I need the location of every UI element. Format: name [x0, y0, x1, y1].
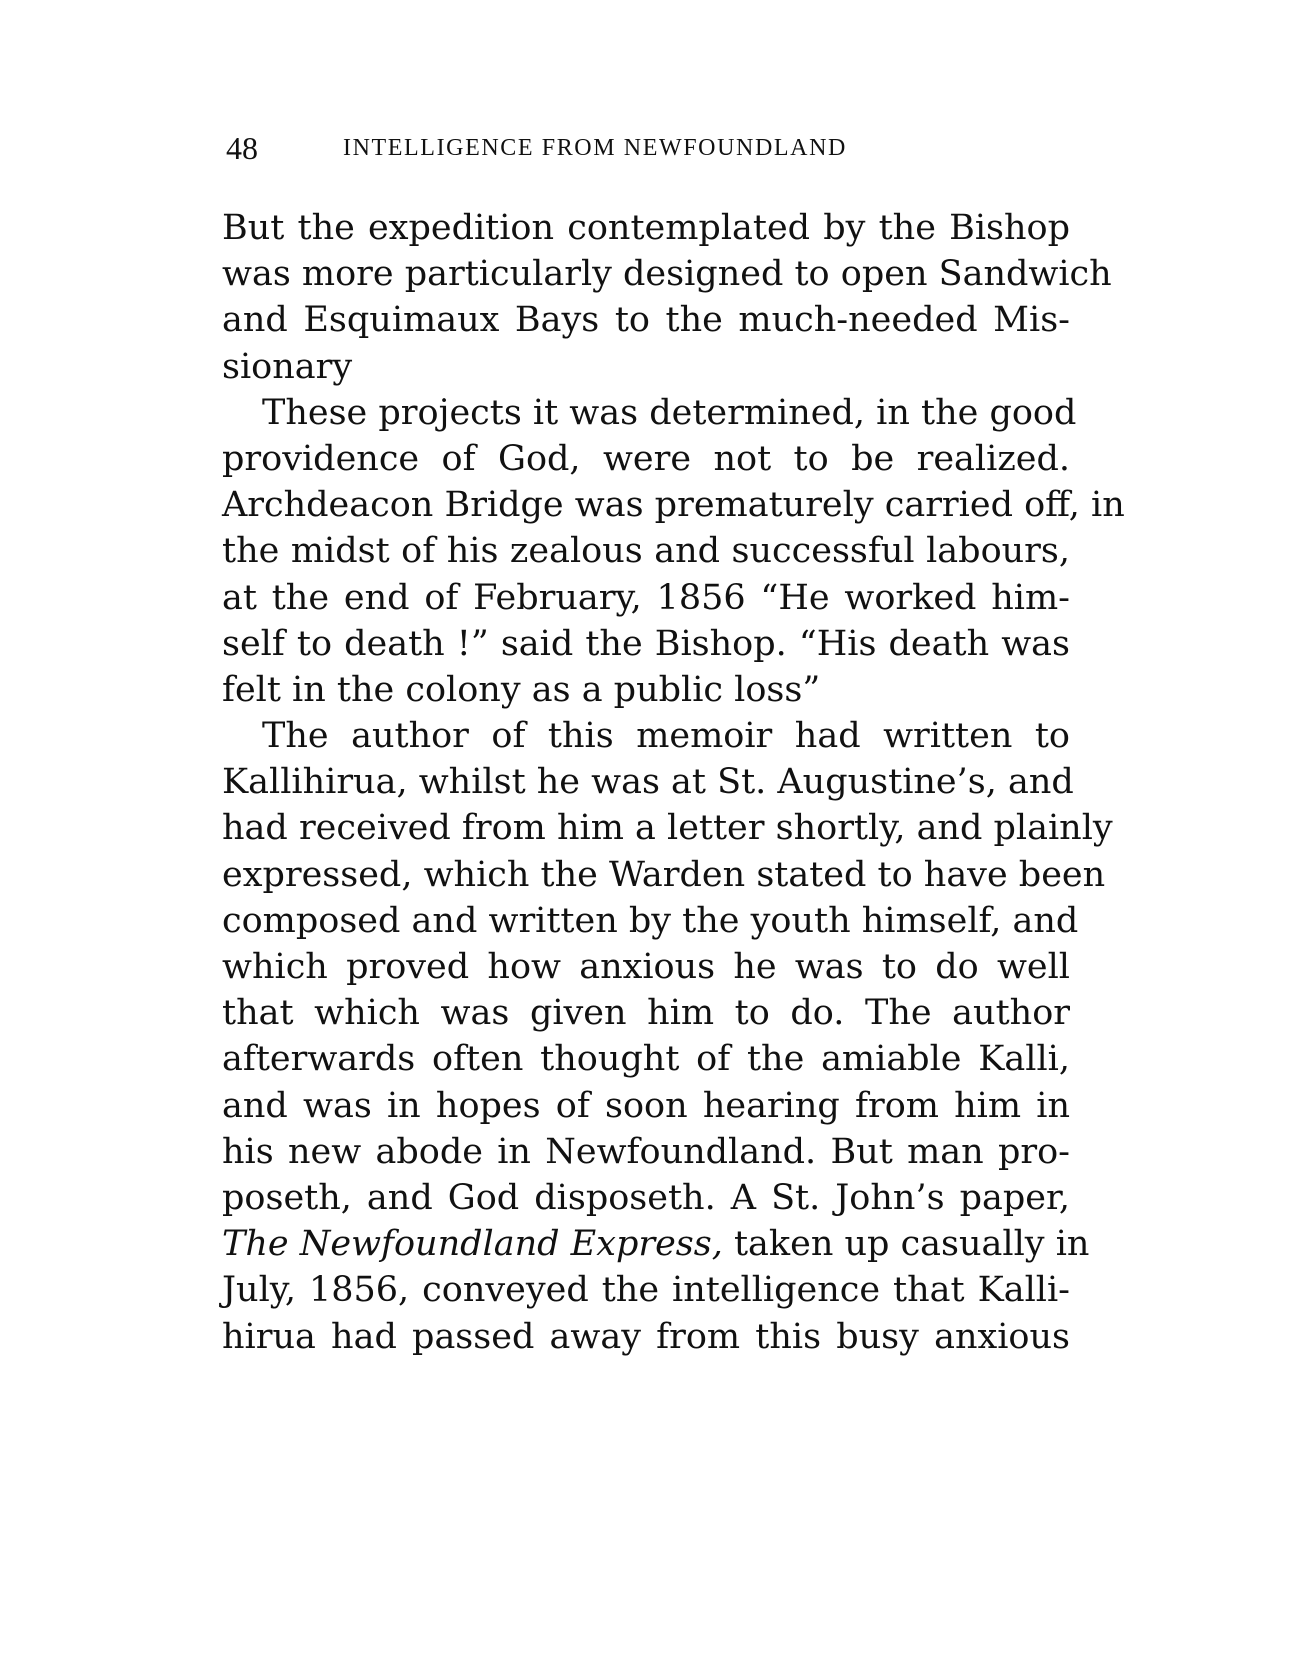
text-line: and was in hopes of soon hearing from him in: [222, 1085, 1070, 1126]
text-line: self to death !” said the Bishop. “His death was: [222, 623, 1070, 664]
text-line: Kallihirua, whilst he was at St. Augustine’s, and: [222, 762, 1074, 803]
paragraph: [222, 390, 1125, 713]
text-line: afterwards often thought of the amiable Kalli,: [222, 1039, 1070, 1080]
text-line: had received from him a letter shortly, and plainly: [222, 808, 1113, 849]
running-title: INTELLIGENCE FROM NEWFOUNDLAND: [343, 135, 847, 161]
text-line: The author of this memoir had written to: [262, 716, 1070, 757]
text-line: composed and written by the youth himself, and: [222, 900, 1079, 941]
text-line: his new abode in Newfoundland. But man pro-: [222, 1131, 1070, 1172]
newspaper-title: The Newfoundland Express,: [222, 1224, 723, 1265]
text-line: the midst of his zealous and successful labours,: [222, 531, 1070, 572]
paragraph: [222, 713, 1113, 1360]
text-line: hirua had passed away from this busy anxious: [222, 1316, 1070, 1357]
text-line: felt in the colony as a public loss”: [222, 669, 821, 710]
paragraph: [222, 205, 1112, 390]
text-line: [222, 1221, 1090, 1267]
text-line: But the expedition contemplated by the Bishop: [222, 208, 1070, 248]
page-number: 48: [226, 130, 258, 166]
text-line: and Esquimaux Bays to the much-needed Mis-: [222, 300, 1070, 341]
body-text: [222, 205, 1125, 1360]
text-line: poseth, and God disposeth. A St. John’s paper,: [222, 1177, 1070, 1218]
text-line: These projects it was determined, in the good: [262, 392, 1077, 433]
text-line: sionary: [222, 346, 353, 387]
text-line: was more particularly designed to open Sandwich: [222, 254, 1112, 295]
text-line: at the end of February, 1856 “He worked him-: [222, 577, 1070, 618]
text-line: that which was given him to do. The author: [222, 993, 1070, 1034]
text-line: July, 1856, conveyed the intelligence that Kalli-: [222, 1270, 1070, 1311]
text-line: Archdeacon Bridge was prematurely carried off, in: [222, 485, 1125, 526]
text-line: expressed, which the Warden stated to have been: [222, 854, 1106, 895]
text-line: which proved how anxious he was to do well: [222, 947, 1070, 987]
text-line: providence of God, were not to be realized.: [222, 438, 1070, 479]
running-head: [226, 128, 941, 168]
text-fragment: taken up casually in: [722, 1224, 1090, 1265]
